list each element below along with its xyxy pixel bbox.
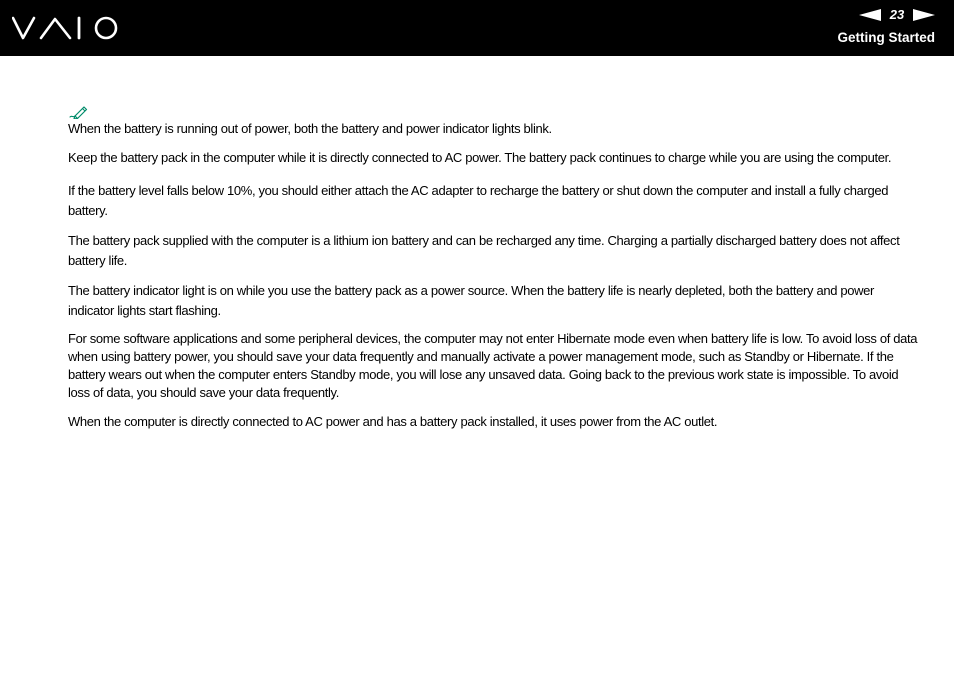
paragraph-lithium-ion: The battery pack supplied with the computer is a lithium ion battery and can be recharged any time. Charging a partially discharged battery does not affect battery life. (68, 233, 900, 268)
page-content (68, 105, 920, 431)
vaio-logo (12, 14, 122, 42)
page-header (0, 0, 954, 56)
paragraph-hibernate: For some software applications and some peripheral devices, the computer may not enter Hibernate mode even when battery life is low. To avoid loss of data when using battery power, you should save your data frequently and manually activate a power management mode, such as Standby or Hibernate. If the battery wears out when the computer enters Standby mode, you will lose any unsaved data. Going back to the previous work state is impossible. To avoid loss of data, you should save your data frequently. (68, 331, 918, 400)
page-navigation (859, 6, 935, 24)
paragraph-ac-power: When the computer is directly connected to AC power and has a battery pack installed, it uses power from the AC outlet. (68, 414, 718, 429)
paragraph-indicator-light: The battery indicator light is on while you use the battery pack as a power source. When the battery life is nearly depleted, both the battery and power indicator lights start flashing. (68, 283, 875, 318)
paragraph-charging: Keep the battery pack in the computer while it is directly connected to AC power. The battery pack continues to charge while you are using the computer. (68, 150, 892, 165)
paragraph-low-battery: If the battery level falls below 10%, you should either attach the AC adapter to recharge the battery or shut down the computer and install a fully charged battery. (68, 183, 889, 218)
note-text: When the battery is running out of power, both the battery and power indicator lights blink. (68, 121, 552, 136)
section-title: Getting Started (837, 30, 935, 45)
page-number: 23 (889, 7, 905, 22)
pencil-note-icon (69, 105, 89, 119)
next-page-icon[interactable] (913, 8, 935, 22)
previous-page-icon[interactable] (859, 8, 881, 22)
